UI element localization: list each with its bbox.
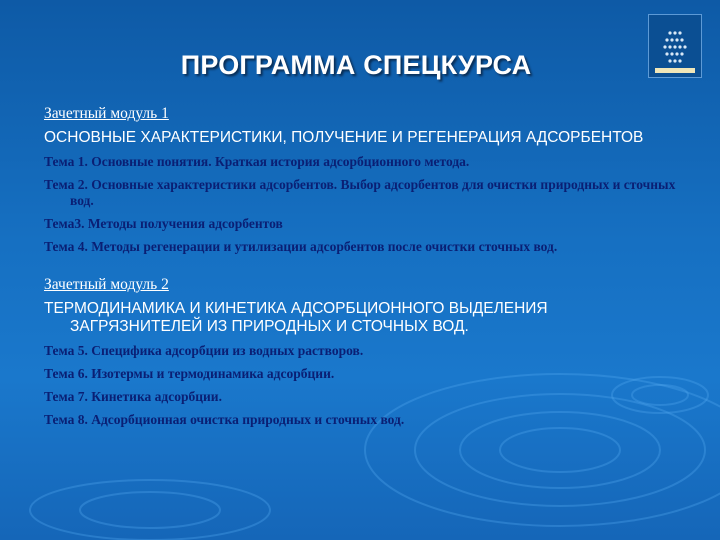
module-2-heading: ТЕРМОДИНАМИКА И КИНЕТИКА АДСОРБЦИОННОГО ВЫДЕЛЕНИЯ ЗАГРЯЗНИТЕЛЕЙ ИЗ ПРИРОДНЫХ И СТОЧНЫХ ВОД. bbox=[44, 300, 548, 335]
module-2-label: Зачетный модуль 2 bbox=[44, 276, 169, 293]
module-1-heading: ОСНОВНЫЕ ХАРАКТЕРИСТИКИ, ПОЛУЧЕНИЕ И РЕГЕНЕРАЦИЯ АДСОРБЕНТОВ bbox=[44, 129, 644, 146]
course-program bbox=[44, 105, 684, 435]
module-2 bbox=[44, 276, 684, 428]
slide-title: ПРОГРАММА СПЕЦКУРСА bbox=[180, 50, 532, 80]
module-1 bbox=[44, 105, 684, 255]
topic-2: Тема 2. Основные характеристики адсорбентов. Выбор адсорбентов для очистки природных и сточных вод. bbox=[44, 177, 676, 208]
topic-7: Тема 7. Кинетика адсорбции. bbox=[44, 389, 222, 404]
topic-4: Тема 4. Методы регенерации и утилизации адсорбентов после очистки сточных вод. bbox=[44, 239, 558, 254]
topic-5: Тема 5. Специфика адсорбции из водных растворов. bbox=[44, 343, 364, 358]
topic-8: Тема 8. Адсорбционная очистка природных и сточных вод. bbox=[44, 412, 405, 427]
module-spacer bbox=[44, 262, 684, 276]
topic-3: Тема3. Методы получения адсорбентов bbox=[44, 216, 283, 231]
module-1-label: Зачетный модуль 1 bbox=[44, 105, 169, 122]
topic-6: Тема 6. Изотермы и термодинамика адсорбции. bbox=[44, 366, 335, 381]
topic-1: Тема 1. Основные понятия. Краткая история адсорбционного метода. bbox=[44, 154, 470, 169]
